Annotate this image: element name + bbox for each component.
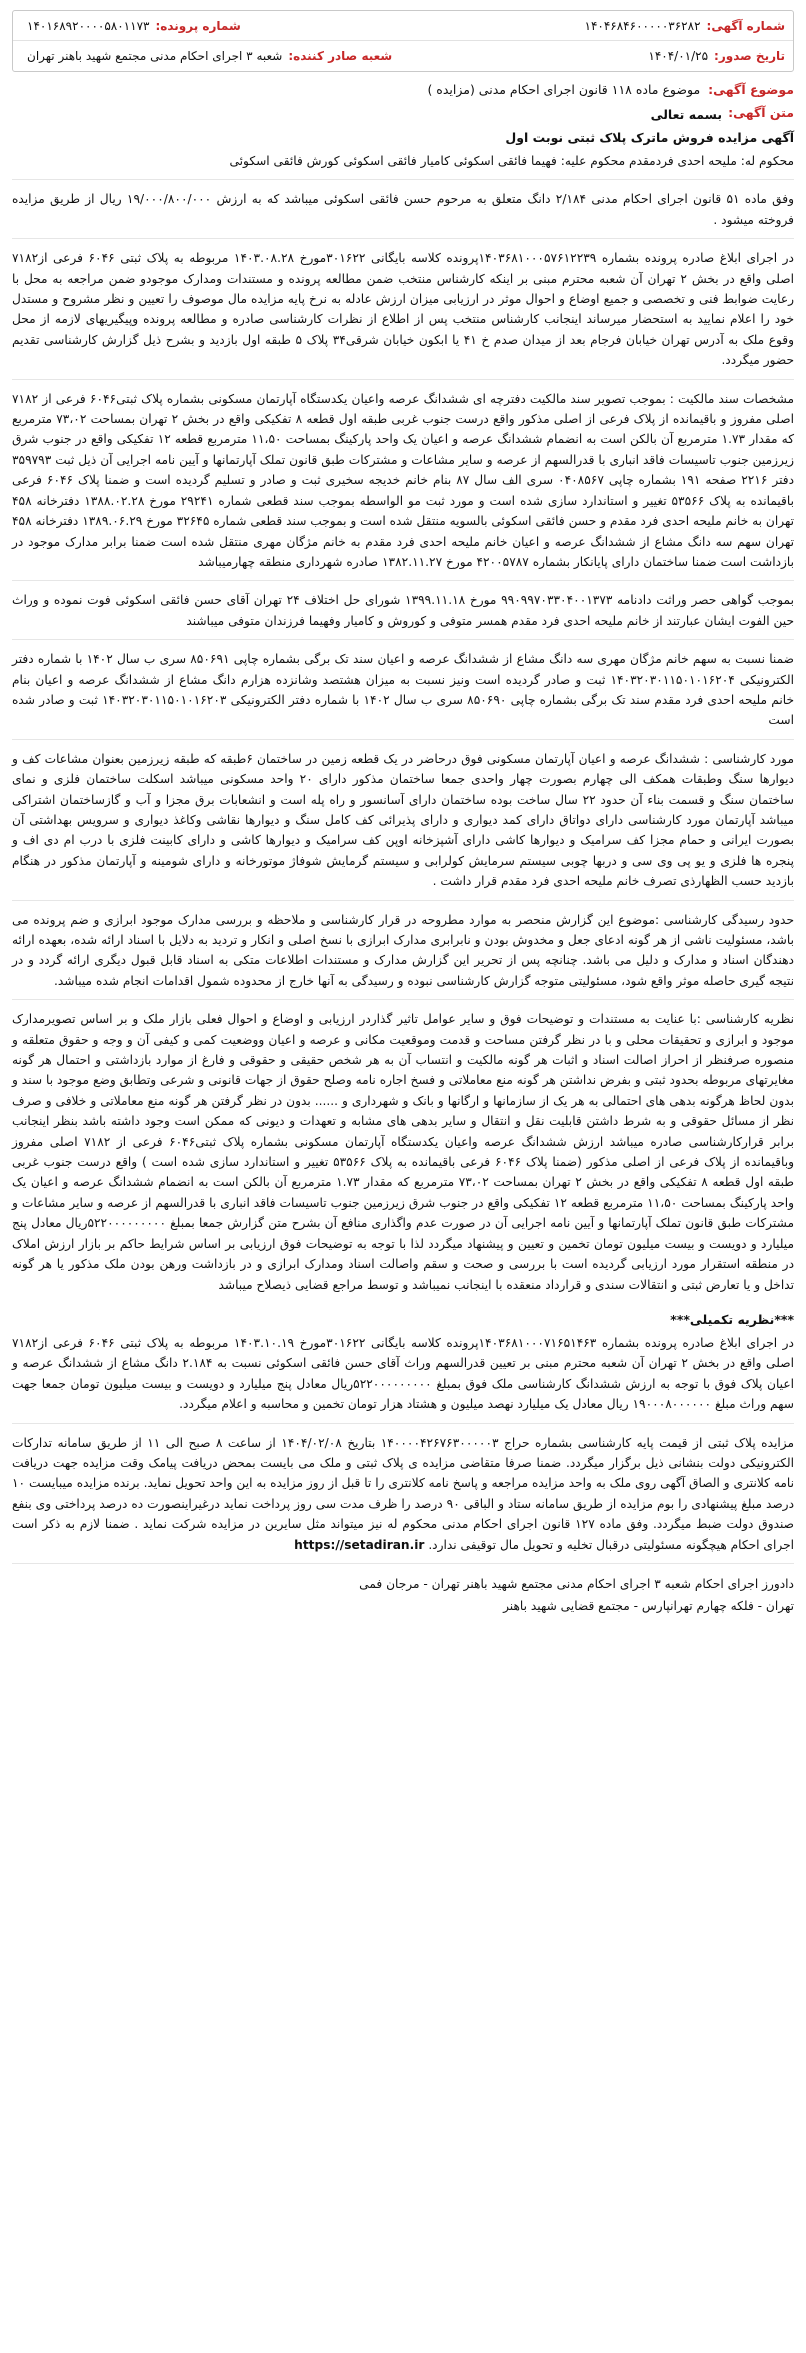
issue-date-value: ۱۴۰۴/۰۱/۲۵ — [648, 49, 709, 63]
ad-number-cell — [585, 19, 786, 33]
subject-label: موضوع آگهی: — [708, 82, 794, 97]
signature-block — [12, 1573, 794, 1617]
signature-line-1: دادورز اجرای احکام شعبه ۳ اجرای احکام مدنی مجتمع شهید باهنر تهران - مرجان فمی — [359, 1576, 794, 1591]
paragraph-4: بموجب گواهی حصر وراثت دادنامه ۹۹۰۹۹۷۰۳۳۰۴۰۰۱۳۷۳ مورخ ۱۳۹۹.۱۱.۱۸ شورای حل اختلاف ۲۴ تهران آقای حسن فائقی اسکوئی فوت نموده و وراث حین الفوت ایشان عبارتند از خانم ملیحه احدی فرد مقدم همسر متوفی و کوروش و کامیار وفهیما فرزندان متوفی میباشند — [12, 590, 794, 640]
case-number-label: شماره پرونده: — [155, 18, 241, 33]
setadiran-link[interactable]: https://setadiran.ir — [294, 1537, 425, 1552]
issuing-branch-cell — [27, 49, 392, 63]
issue-date-label: تاریخ صدور: — [714, 49, 785, 63]
text-label-row — [12, 105, 794, 124]
paragraph-8: نظریه کارشناسی :با عنایت به مستندات و توضیحات فوق و سایر عوامل تاثیر گذاردر ارزیابی و اوضاع و احوال فعلی بازار ملک و بر اساس تصویرمدارک موجود و ابرازی و تحقیقات محلی و با در نظر گرفتن مساحت و قدمت وموقعیت مکانی و عرصه و اعیان ووضعیت کمی و کیفی آن و وجه و حقوق متعلقه و منصوره صرفنظر از احراز اصالت اسناد و اثبات هر گونه مالکیت و انتساب آن به هر شخص حقیقی و حقوقی و فارغ از موارد بازداشتی و احتمال هر گونه مغایرتهای مربوطه بحدود ثبتی و بفرض نداشتن هر گونه منع معاملاتی و فسخ اجاره نامه وصلح حقوق از جهات قانونی و شرعی وتطابق وضع موجود با سند و بدون لحاظ هرگونه بدهی های احتمالی به هر یک از سازمانها و ارگانها و بانک و شهرداری و ...... بدون در نظر گرفتن هر گونه منع معاملاتی و خلافی و صرف نظر از مسائل حقوقی و به شرط داشتن قابلیت نقل و انتقال و سایر بدهی های مشابه و تعهدات و دیونی که ممکن است وجود داشته باشد بنظر اینجانب برابر قرارکارشناسی صادره میباشد ارزش ششدانگ عرصه واعیان یکدستگاه آپارتمان مسکونی بشماره پلاک ثبتی۶۰۴۶ فرعی از ۷۱۸۲ اصلی مفروز وباقیمانده از پلاک فرعی از اصلی مذکور (ضمنا پلاک ۶۰۴۶ فرعی باقیمانده به پلاک ۵۳۵۶۶ تغییر و استاندارد سازی شده است ) واقع درست جنوب غربی طبقه اول قطعه ۸ تفکیکی واقع در بخش ۲ تهران بمساحت ۷۳،۰۲ مترمربع که مقدار ۱.۷۳ مترمربع آن بالکن است به انضمام ششدانگ عرصه و اعیان یک واحد پارکینگ بمساحت ۱۱،۵۰ مترمربع قطعه ۱۲ تفکیکی واقع در جنوب شرق زیرزمین جنوب تاسیسات فاقد انباری با قدرالسهم از عرصه و سایر مشاعات و مشترکات طبق قانون تملک آپارتمانها و آیین نامه اجرایی آن در صورت عدم واگذاری منافع آن بشرح متن گزارش جمعا بمبلغ ۵۲۲۰۰۰۰۰۰۰۰۰ریال معادل پنج میلیارد و دویست و بیست میلیون تومان تخمین و تعیین و پیشنهاد میگردد لذا با توجه به توضیحات فوق ارزیابی بر اساس شرایط حاکم بر بازار ارزش املاک در منطقه استقرار مورد ارزیابی گردیده است با بررسی و صحت و سقم واصالت اسناد ومدارک ابرازی و در بازداشت ورهن بودن ملک مذکور یا هر گونه تداخل و یا تعارض ثبتی و انتقالات سندی و قرارداد منعقده با اینجانب نمیباشد و توسط مراجع قضایی ذیصلاح میباشد — [12, 1012, 795, 1292]
ad-body — [12, 105, 794, 1564]
paragraph-10 — [12, 1433, 794, 1564]
paragraph-5: ضمنا نسبت به سهم خانم مژگان مهری سه دانگ مشاع از ششدانگ عرصه و اعیان سند تک برگی بشماره چاپی ۸۵۰۶۹۱ سری ب سال ۱۴۰۲ با شماره دفتر الکترونیکی ۱۴۰۳۲۰۳۰۱۱۵۰۱۰۱۶۲۰۴ ثبت و صادر گردیده است ونیز نسبت به میزان هشتصد وشانزده هزارم دانگ مشاع از ششدانگ عرصه و اعیان بنام خانم ملیحه احدی فرد مقدم سند تک برگی بشماره چاپی ۸۵۰۶۹۰ سری ب سال ۱۴۰۲ با شماره دفتر الکترونیکی ۱۴۰۳۲۰۳۰۱۱۵۰۱۰۱۶۲۰۳ ثبت و صادر شده است — [12, 649, 794, 740]
issuing-branch-label: شعبه صادر کننده: — [288, 49, 393, 63]
subject-row — [12, 82, 794, 97]
paragraph-2: در اجرای ابلاغ صادره پرونده بشماره ۱۴۰۳۶۸۱۰۰۰۵۷۶۱۲۲۳۹پرونده کلاسه بایگانی ۳۰۱۶۲۲مورخ ۱۴۰۳.۰۸.۲۸ مربوطه به پلاک ثبتی ۶۰۴۶ فرعی از۷۱۸۲ اصلی واقع در بخش ۲ تهران آن شعبه محترم مبنی بر اینکه کارشناس منتخب ضمن مطالعه پرونده و مستندات ومدارک موجودو ضمن مراجعه به محل با رعایت ضوابط فنی و تخصصی و جمیع اوضاع و احوال موثر در ارزیابی میزان ارزش عادله به نرخ پایه مزایده مال موصوف را تعیین و نظر مشروح و مستدل خود را اعلام نمایید به استحضار میرساند اینجانب کارشناس منتخب پس از اطلاع از نظرات کارشناسی صادره و مطالعه پرونده وپیگیریهای لازمه از محل وقوع ملک به آدرس تهران خیابان فرجام بعد از میدان صدم خ ۴۱ یا ابکون خیابان شرقی۳۴ پلاک ۵ طبقه اول بازدید و بشرح ذیل گزارش کارشناسی تقدیم حضور میگردد. — [12, 248, 794, 379]
signature-line-2: تهران - فلکه چهارم تهرانپارس - مجتمع قضایی شهید باهنر — [503, 1598, 794, 1613]
ad-number-label: شماره آگهی: — [706, 18, 785, 33]
issue-date-cell — [648, 49, 785, 63]
supplementary-heading: ***نظریه تکمیلی*** — [670, 1311, 794, 1327]
meta-row-2 — [13, 41, 793, 71]
ad-meta-box — [12, 10, 794, 72]
subject-value: موضوع ماده ۱۱۸ قانون اجرای احکام مدنی (مزایده ) — [427, 82, 701, 97]
paragraph-9: در اجرای ابلاغ صادره پرونده بشماره ۱۴۰۳۶۸۱۰۰۰۷۱۶۵۱۴۶۳پرونده کلاسه بایگانی ۳۰۱۶۲۲مورخ ۱۴۰۳.۱۰.۱۹ مربوطه به پلاک ثبتی ۶۰۴۶ فرعی از۷۱۸۲ اصلی واقع در بخش ۲ تهران آن شعبه محترم مبنی بر تعیین قدرالسهم وراث آقای حسن فائقی اسکوئی نسبت به ۲.۱۸۴ دانگ مشاع از ششدانگ عرصه و اعیان پلاک فوق با توجه به ارزش ششدانگ کارشناسی ملک فوق بمبلغ ۵۲۲۰۰۰۰۰۰۰۰۰ریال معادل پنج میلیارد و دویست و بیست میلیون تومان جمعا جهت سهم وراث مبلغ ۱۹۰۰۰۸۰۰۰۰۰۰ ریال معادل یک میلیارد نهصد میلیون و هشتاد هزار تومان تخمین و محاسبه و اعلام میگردد. — [12, 1333, 794, 1424]
case-number-value: ۱۴۰۱۶۸۹۲۰۰۰۰۵۸۰۱۱۷۳ — [27, 18, 150, 33]
paragraph-3: مشخصات سند مالکیت : بموجب تصویر سند مالکیت دفترچه ای ششدانگ عرصه واعیان یکدستگاه آپارتمان مسکونی بشماره پلاک ثبتی۶۰۴۶ فرعی از ۷۱۸۲ اصلی مفروز و باقیمانده از پلاک فرعی از اصلی مذکور واقع درست جنوب غربی طبقه اول قطعه ۸ تفکیکی واقع در بخش ۲ تهران بمساحت ۷۳،۰۲ مترمربع که مقدار ۱.۷۳ مترمربع آن بالکن است به انضمام ششدانگ عرصه و اعیان یک واحد پارکینگ بمساحت ۱۱،۵۰ مترمربع قطعه ۱۲ تفکیکی واقع در جنوب شرق زیرزمین جنوب تاسیسات فاقد انباری با قدرالسهم از عرصه و سایر مشاعات و مشترکات طبق قانون تملک آپارتمانها و آیین نامه اجرایی آن ذیل ثبت ۳۵۹۷۹۳ دفتر ۲۲۱۶ صفحه ۱۹۱ بشماره چاپی ۰۴۰۸۵۶۷ سری الف سال ۸۷ بنام خانم خدیجه سخیری ثبت و صادر و تسلیم گردیده است و ضمنا پلاک ۶۰۴۶ فرعی باقیمانده به پلاک ۵۳۵۶۶ تغییر و استاندارد سازی شده است و مورد ثبت مو الواسطه بموجب سند قطعی شماره ۲۹۲۴۱ مورخ ۱۳۸۸.۰۲.۲۸ دفترخانه ۴۵۸ تهران به خانم ملیحه احدی فرد مقدم و حسن فائقی اسکوئی بالسویه منتقل شده است و بموجب سند قطعی شماره ۳۲۶۴۵ مورخ ۱۳۸۹.۰۶.۲۹ دفترخانه ۴۵۸ تهران سهم سه دانگ مشاع از ششدانگ عرصه و اعیان خانم ملیحه احدی فرد مقدم به خانم مژگان مهری منتقل شده است ضمنا برابر مدارک موجود در بازداشت است ضمنا ساختمان دارای پایانکار بشماره ۴۲۰۰۵۷۸۷ مورخ ۱۳۸۲.۱۱.۲۷ صادره شهرداری منطقه چهارمیباشد — [12, 389, 794, 582]
paragraph-6: مورد کارشناسی : ششدانگ عرصه و اعیان آپارتمان مسکونی فوق درحاضر در یک قطعه زمین در ساختمان ۶طبقه که طبقه زیرزمین بعنوان مشاعات کف و دیوارها سنگ وطبقات همکف الی چهارم بصورت چهار واحدی جمعا ساختمان مذکور دارای ۲۰ واحد مسکونی میباشد اسکلت ساختمان فلزی و نمای ساختمان سنگ و قسمت بناء آن حدود ۲۲ سال ساخت بوده ساختمان دارای آسانسور و راه پله است و انشعابات برق مجزا و آب و گازساختمان اشتراکی میباشد آپارتمان مورد کارشناسی دارای دواتاق دارای کمد دیواری و دارای پذیرائی کف کامل سنگ و دیوارها نقاشی وکاغذ دیواری و سرویس بهداشتی آن بصورت ایرانی و حمام مجزا کف سرامیک و دیوارها کاشی دارای آشپزخانه اوپن کف سرامیک و دیوارها کاشی و دارای کابینت فلزی با درب ام دی اف و پنجره ها فلزی و یو پی وی سی و دربها چوبی سیستم سرمایش کولرابی و سیستم گرمایش شوفاژ موتورخانه و دارای شومینه و آپارتمان مذکور در هنگام بازدید حسب الظهارذی تصرف خانم ملیحه احدی فرد مقدم قرار داشت . — [12, 749, 794, 901]
condemned-parties: محکوم له: ملیحه احدی فردمقدم محکوم علیه: فهیما فائقی اسکوئی کامیار فائقی اسکوئی کورش فائقی اسکوئی — [12, 151, 794, 180]
case-number-cell — [27, 19, 241, 33]
text-label: متن آگهی: — [728, 105, 794, 120]
ad-number-value: ۱۴۰۴۶۸۴۶۰۰۰۰۰۳۶۲۸۲ — [584, 18, 701, 33]
meta-row-1 — [13, 11, 793, 41]
issuing-branch-value: شعبه ۳ اجرای احکام مدنی مجتمع شهید باهنر تهران — [27, 49, 283, 63]
ad-title: آگهی مزایده فروش ماترک پلاک ثبتی نوبت اول — [505, 130, 794, 145]
bismillah: بسمه تعالی — [650, 107, 723, 122]
paragraph-7: حدود رسیدگی کارشناسی :موضوع این گزارش منحصر به موارد مطروحه در قرار کارشناسی و ملاحظه و بررسی مدارک موجود ابرازی و ضم پرونده می باشد، مسئولیت ناشی از هر گونه ادعای جعل و مخدوش بودن و نابرابری مدارک ابرازی با نسخ اصلی و انکار و تردید به دلایل با اسناد ارائه شده، بعهده ارائه دهندگان اسناد و مدارک و دلیل می باشد. چنانچه پس از تحریر این گزارش مدارک و مستندات اطلاعات متکی به اسناد قابل قبول دیگری ارائه گردد و در نتیجه گیری حاصله موثر واقع شود، مسئولیتی متوجه گزارش کارشناسی نبوده و رسیدگی به آنها خارج از محدوده شمول اقدامات انجام شده میباشد. — [12, 910, 794, 1001]
paragraph-10-text: مزایده پلاک ثبتی از قیمت پایه کارشناسی بشماره حراج ۱۴۰۰۰۰۴۲۶۷۶۳۰۰۰۰۰۳ بتاریخ ۱۴۰۴/۰۲/۰۸ از ساعت ۸ صبح الی ۱۱ از طریق سامانه تدارکات الکترونیکی دولت بنشانی ذیل برگزار میگردد. ضمنا صرفا متقاضی مزایده ی پلاک ثبتی و ملک می بایست بمحض دریافت پیامک وقت مزایده جهت دریافت نامه کلانتری و الصاق آگهی روی ملک به واحد مزایده مراجعه و پاسخ نامه کلانتری را تا قبل از روز مزایده به این واحد تحویل نماید. برنده مزایده میبایست ۱۰ درصد مبلغ پیشنهادی را بوم مزایده از طریق سامانه ستاد و الباقی ۹۰ درصد را ظرف مدت سی روز پرداخت نماید درغیراینصورت ده درصد پرداختی وی بنفع صندوق دولت ضبط میگردد. وفق ماده ۱۲۷ قانون اجرای احکام مدنی محکوم له نیز میتواند مثل سایرین در مزایده شرکت نماید . ضمنا لازم به ذکر است اجرای احکام هیچگونه مسئولیتی درقبال تخلیه و تحویل مال توقیفی ندارد. — [12, 1435, 795, 1552]
paragraph-1: وفق ماده ۵۱ قانون اجرای احکام مدنی ۲/۱۸۴ دانگ متعلق به مرحوم حسن فائقی اسکوئی میباشد که به ارزش ۱۹/۰۰۰/۸۰۰/۰۰۰ ریال از طریق مزایده فروخته میشود . — [12, 189, 794, 239]
